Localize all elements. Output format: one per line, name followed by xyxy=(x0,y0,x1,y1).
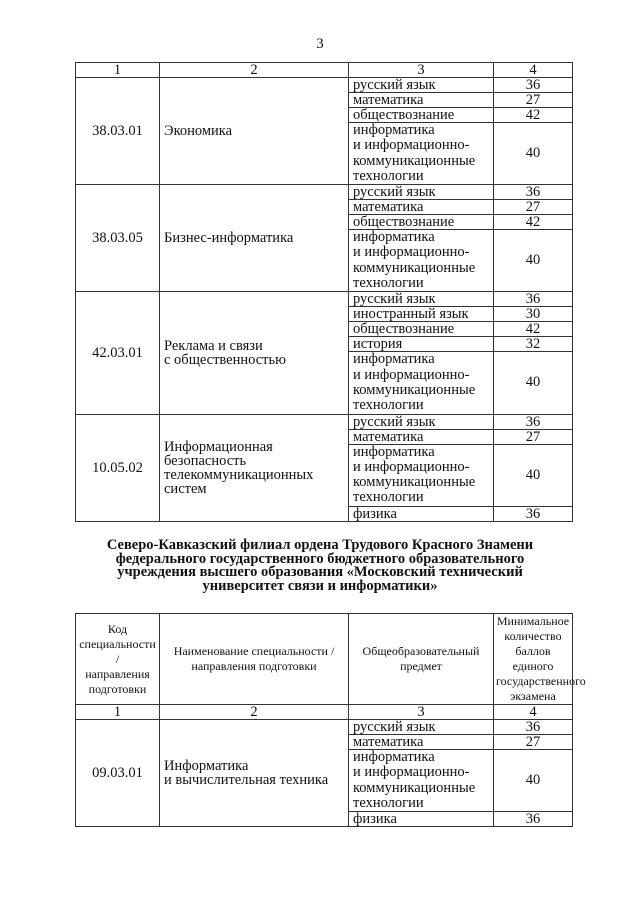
subject-name xyxy=(349,337,494,352)
subject-name xyxy=(349,292,494,307)
header-line: предмет xyxy=(400,659,442,673)
subject-name xyxy=(349,230,494,292)
min-score: 42 xyxy=(494,215,573,230)
admission-scores-table xyxy=(75,62,573,522)
admission-scores-table-body xyxy=(76,63,573,522)
subject-name-line: и информационно- xyxy=(353,366,470,383)
heading-line: Северо-Кавказский филиал ордена Трудового Красного Знамени xyxy=(106,537,534,553)
program-code: 42.03.01 xyxy=(76,292,160,414)
table-row xyxy=(76,414,573,429)
subject-name xyxy=(349,307,494,322)
subject-name xyxy=(349,200,494,215)
table-row xyxy=(76,292,573,307)
subject-name-line: технологии xyxy=(353,794,424,811)
min-score: 40 xyxy=(494,123,573,185)
header-subject xyxy=(349,614,494,705)
subject-name-line: коммуникационные xyxy=(353,779,476,796)
branch-heading xyxy=(0,539,640,593)
column-number: 2 xyxy=(160,705,349,720)
min-score: 42 xyxy=(494,108,573,123)
header-line: подготовки xyxy=(88,681,147,696)
column-number: 3 xyxy=(349,705,494,720)
min-score: 42 xyxy=(494,322,573,337)
min-score: 36 xyxy=(494,185,573,200)
subject-name-line: математика xyxy=(353,428,424,445)
subject-name-line: и информационно- xyxy=(353,764,470,781)
program-name-line: Бизнес-информатика xyxy=(164,230,294,247)
program-name-line: Реклама и связи xyxy=(164,337,263,354)
min-score: 36 xyxy=(494,78,573,93)
subject-name xyxy=(349,414,494,429)
table-row xyxy=(76,78,573,93)
min-score: 40 xyxy=(494,444,573,506)
min-score: 36 xyxy=(494,720,573,735)
min-score: 40 xyxy=(494,352,573,414)
subject-name xyxy=(349,78,494,93)
program-code: 09.03.01 xyxy=(76,720,160,827)
column-number: 4 xyxy=(494,63,573,78)
header-line: направления xyxy=(85,666,150,681)
header-line: Минимальное xyxy=(496,614,570,628)
column-number: 2 xyxy=(160,63,349,78)
program-name-line: систем xyxy=(164,480,207,497)
header-name xyxy=(160,614,349,705)
program-name-line: с общественностью xyxy=(164,351,286,368)
subject-name-line: информатика xyxy=(353,351,435,368)
subject-name-line: история xyxy=(353,336,403,353)
program-code: 10.05.02 xyxy=(76,414,160,521)
header-line: специальности / xyxy=(79,636,156,666)
header-line: направления подготовки xyxy=(191,659,317,673)
program-name-line: Экономика xyxy=(164,123,233,140)
subject-name-line: русский язык xyxy=(353,77,436,93)
subject-name-line: обществознание xyxy=(353,321,455,338)
subject-name xyxy=(349,750,494,812)
subject-name xyxy=(349,444,494,506)
subject-name xyxy=(349,93,494,108)
header-line: Общеобразовательный xyxy=(362,644,480,658)
min-score: 27 xyxy=(494,93,573,108)
subject-name-line: информатика xyxy=(353,443,435,460)
subject-name-line: технологии xyxy=(353,397,424,414)
subject-name-line: русский язык xyxy=(353,184,436,201)
program-name-line: Информационная xyxy=(164,438,273,455)
min-score: 36 xyxy=(494,414,573,429)
subject-name-line: математика xyxy=(353,92,424,108)
subject-name-line: технологии xyxy=(353,489,424,506)
subject-name-line: обществознание xyxy=(353,214,455,231)
program-name xyxy=(160,78,349,185)
header-line: баллов единого xyxy=(512,644,554,673)
header-line: количество xyxy=(504,629,562,643)
subject-name-line: технологии xyxy=(353,167,424,184)
program-name-line: и вычислительная техника xyxy=(164,772,329,789)
subject-name xyxy=(349,108,494,123)
min-score: 36 xyxy=(494,292,573,307)
header-line: экзамена xyxy=(510,689,556,703)
subject-name xyxy=(349,185,494,200)
min-score: 40 xyxy=(494,230,573,292)
heading-line: университет связи и информатики» xyxy=(202,577,438,594)
subject-name xyxy=(349,506,494,521)
subject-name-line: и информационно- xyxy=(353,458,470,475)
subject-name-line: русский язык xyxy=(353,413,436,430)
subject-name-line: коммуникационные xyxy=(353,474,476,491)
subject-name-line: информатика xyxy=(353,122,435,138)
table-row xyxy=(76,720,573,735)
page-number: 3 xyxy=(316,36,324,52)
subject-name-line: технологии xyxy=(353,275,424,292)
header-line: Код xyxy=(107,621,128,636)
header-line: государственного xyxy=(496,674,586,688)
branch-admission-scores-table-body xyxy=(76,614,586,828)
subject-name-line: информатика xyxy=(353,749,435,765)
subject-name xyxy=(349,720,494,735)
column-number-row xyxy=(76,63,573,78)
column-number-row xyxy=(76,705,573,720)
subject-name-line: русский язык xyxy=(353,291,436,308)
program-name-line: безопасность xyxy=(164,452,247,469)
subject-name-line: коммуникационные xyxy=(353,381,476,398)
subject-name xyxy=(349,352,494,414)
subject-name-line: математика xyxy=(353,734,424,750)
subject-name-line: иностранный язык xyxy=(353,306,469,323)
subject-name-line: коммуникационные xyxy=(353,259,476,276)
header-line: Наименование специальности / xyxy=(173,644,335,658)
column-number: 1 xyxy=(76,63,160,78)
program-code: 38.03.05 xyxy=(76,185,160,292)
min-score: 36 xyxy=(494,506,573,521)
column-number: 1 xyxy=(76,705,160,720)
min-score: 32 xyxy=(494,337,573,352)
program-name xyxy=(160,185,349,292)
subject-name xyxy=(349,812,494,827)
program-name xyxy=(160,292,349,414)
min-score: 27 xyxy=(494,735,573,750)
column-number: 3 xyxy=(349,63,494,78)
heading-line: федерального государственного бюджетного образовательного xyxy=(115,550,525,567)
header-row xyxy=(76,614,573,705)
subject-name-line: русский язык xyxy=(353,719,436,735)
subject-name xyxy=(349,735,494,750)
subject-name xyxy=(349,123,494,185)
column-number: 4 xyxy=(494,705,573,720)
subject-name xyxy=(349,215,494,230)
branch-admission-scores-table xyxy=(75,613,586,828)
program-name xyxy=(160,720,349,827)
subject-name-line: физика xyxy=(353,811,397,828)
subject-name-line: и информационно- xyxy=(353,137,470,154)
min-score: 27 xyxy=(494,429,573,444)
program-name-line: Информатика xyxy=(164,758,249,775)
program-code: 38.03.01 xyxy=(76,78,160,185)
subject-name-line: коммуникационные xyxy=(353,152,476,169)
subject-name-line: физика xyxy=(353,505,397,522)
min-score: 27 xyxy=(494,200,573,215)
subject-name xyxy=(349,322,494,337)
header-min-score xyxy=(494,614,586,705)
program-name xyxy=(160,414,349,521)
subject-name-line: обществознание xyxy=(353,107,455,123)
program-name-line: телекоммуникационных xyxy=(164,466,314,483)
min-score: 36 xyxy=(494,812,573,827)
subject-name-line: и информационно- xyxy=(353,244,470,261)
heading-line: учреждения высшего образования «Московский технический xyxy=(117,564,523,580)
min-score: 30 xyxy=(494,307,573,322)
subject-name xyxy=(349,429,494,444)
header-code xyxy=(76,614,160,705)
subject-name-line: математика xyxy=(353,199,424,216)
table-row xyxy=(76,185,573,200)
min-score: 40 xyxy=(494,750,573,812)
subject-name-line: информатика xyxy=(353,229,435,246)
